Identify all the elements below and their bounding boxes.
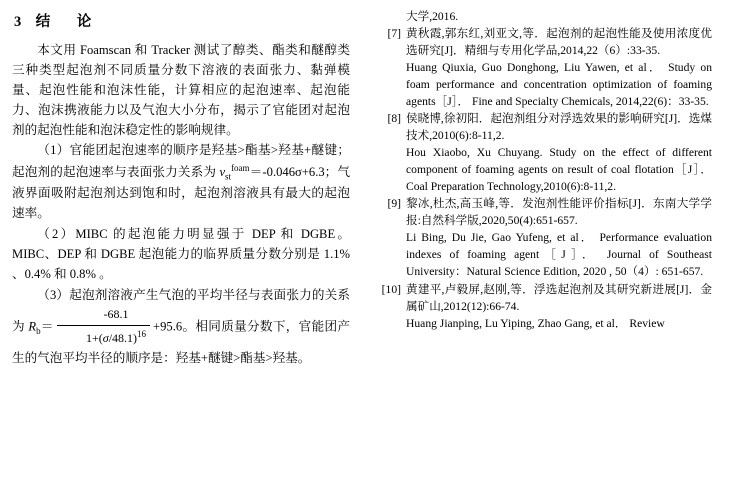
point3-eq-lead: 张力的关系为 [12,287,351,333]
reference-text-cn: 黄秋霞,郭东红,刘亚文,等．起泡剂的起泡性能及使用浓度优选研究[J]．精细与专用化学品,2014,22（6）:33-35. [406,27,712,58]
reference-text [406,25,712,110]
point3-text-before: （3）起泡剂溶液产生气泡的平均半径与表面 [37,287,287,302]
paragraph-conclusion-intro: 本文用 Foamscan 和 Tracker 测试了醇类、酯类和醚醇类三种类型起泡剂不同质量分数下溶液的表面张力、黏弹模量、起泡性能和泡沫性能，计算相应的起泡速率、起泡能力、泡沫携液能力以及气泡大小分布，揭示了官能团对起泡剂的起泡性能和泡沫稳定性的影响规律。 [12,43,350,137]
reference-text [406,281,712,332]
point3-fraction [57,305,150,348]
den-exponent: 16 [137,328,147,339]
reference-text-cn: 侯晓博,徐初阳．起泡剂组分对浮选效果的影响研究[J]．选煤技术,2010(6):8-11,2. [406,112,712,143]
reference-item [376,110,712,195]
left-column [10,8,350,483]
reference-text-cn: 黎冰,杜杰,高玉峰,等．发泡剂性能评价指标[J]．东南大学学报:自然科学版,2020,50(4):651-657. [406,197,712,228]
point3-tail: 量分数下，官能团产生的气泡平均半径的顺序是：羟基+醚键>酯基>羟基。 [12,318,350,365]
section-title: 结 论 [35,14,98,30]
point1-variable-sub: st [225,172,232,183]
point3-variable: R [28,318,37,333]
reference-text-cn: 黄建平,卢毅屏,赵刚,等．浮选起泡剂及其研究新进展[J]．金属矿山,2012(12):66-74. [406,282,712,313]
reference-item [376,25,712,110]
point1-text-before: （1）官能团起泡速率的顺序是羟基>酯基>羟基+醚键；起泡剂的起泡速率与表面张力关系 [12,143,350,180]
point3-equals: ＝ [40,318,54,333]
fraction-denominator [57,325,150,348]
point1-var-prefix: 为 [203,165,220,180]
reference-text [406,195,712,280]
point1-tail: 饱和时，起泡剂溶液具有最大的起泡速率。 [12,186,351,221]
section-heading [14,10,350,31]
reference-item [376,281,712,332]
point1-variable: v [219,165,226,180]
reference-label: [10] [381,282,401,296]
reference-text-en: Li Bing, Du Jie, Gao Yufeng, et al． Performance evaluation indexes of foaming agent［J］． Journal of Southeast University：Natural Science Edition, 2020 , 50（4）: 651-657. [406,231,712,279]
reference-label: [9] [387,197,401,211]
fraction-numerator: -68.1 [103,306,129,321]
reference-label: [8] [387,112,401,126]
reference-text-en: Hou Xiaobo, Xu Chuyang. Study on the effect of different component of foaming agents on result of coal flotation［J］． Coal Preparation Technology,2010(6):8-11,2. [406,146,712,194]
paragraph-point-2: （2）MIBC 的起泡能力明显强于 DEP 和 DGBE。MIBC、DEP 和 DGBE 起泡能力的临界质量分数分别是 1.1% 、0.4% 和 0.8% 。 [12,227,350,281]
reference-list [376,25,712,332]
reference-item [376,195,712,280]
point1-variable-sup: foam [231,163,250,174]
point3-eq-after: +95.6。相同质 [153,318,235,333]
paragraph-point-1 [12,141,350,224]
reference-continuation-top: 大学,2016. [406,10,459,23]
right-column [372,8,712,483]
point3-variable-sub: b [36,325,41,336]
reference-text-en: Huang Jianping, Lu Yiping, Zhao Gang, et al． Review [406,316,665,330]
reference-text-en: Huang Qiuxia, Guo Donghong, Liu Yawen, et al． Study on foam performance and concentration optimization of foaming agents［J］． Fine and Specialty Chemicals, 2014,22(6)：33-35. [406,61,712,109]
point1-equation-rest: ＝-0.046σ+6.3；气液界面吸附起泡剂达到 [12,165,350,201]
paragraph-point-3 [12,286,350,369]
den-mid: /48.1) [108,330,138,345]
den-sigma: σ [102,330,109,345]
den-open: 1+( [86,330,103,345]
reference-text [406,110,712,195]
reference-label: [7] [387,27,401,41]
section-number: 3 [14,14,22,30]
